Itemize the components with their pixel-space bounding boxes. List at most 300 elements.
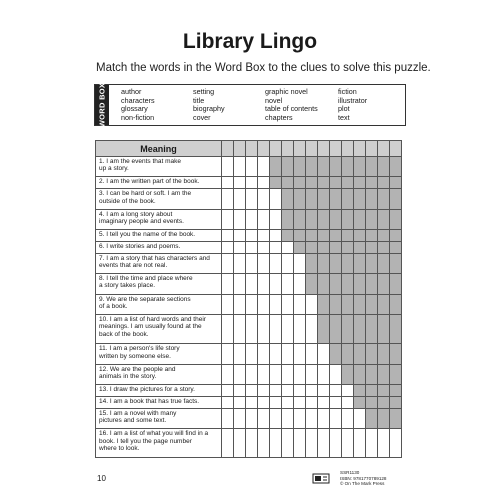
page-title: Library Lingo <box>182 30 318 53</box>
blocked-cell <box>342 253 354 273</box>
word-item: plot <box>338 104 350 114</box>
blocked-cell <box>390 344 402 364</box>
blocked-cell <box>330 344 342 364</box>
instructions: Match the words in the Word Box to the clues to solve this puzzle. <box>96 62 431 74</box>
blocked-cell <box>306 230 318 242</box>
letter-cell[interactable] <box>342 385 354 397</box>
letter-cell[interactable] <box>282 408 294 428</box>
blocked-cell <box>378 344 390 364</box>
letter-cell[interactable] <box>294 344 306 364</box>
blocked-cell <box>366 177 378 189</box>
blocked-cell <box>366 253 378 273</box>
blocked-cell <box>294 157 306 177</box>
clue-row <box>96 429 402 458</box>
blocked-cell <box>366 385 378 397</box>
blocked-cell <box>390 364 402 384</box>
blocked-cell <box>390 209 402 229</box>
header-cell <box>354 141 366 157</box>
clue-row <box>96 294 402 314</box>
letter-cell[interactable] <box>282 396 294 408</box>
blocked-cell <box>294 230 306 242</box>
blocked-cell <box>330 177 342 189</box>
letter-cell[interactable] <box>330 408 342 428</box>
blocked-cell <box>306 177 318 189</box>
letter-cell[interactable] <box>234 385 246 397</box>
blocked-cell <box>390 241 402 253</box>
letter-cell[interactable] <box>342 408 354 428</box>
blocked-cell <box>342 209 354 229</box>
blocked-cell <box>282 157 294 177</box>
word-box-column-2 <box>193 88 225 122</box>
letter-cell[interactable] <box>246 364 258 384</box>
word-item: setting <box>193 87 215 96</box>
letter-cell[interactable] <box>246 429 258 458</box>
clue-text: 9. We are the separate sections of a book. <box>96 294 222 314</box>
clue-row <box>96 189 402 209</box>
blocked-cell <box>378 385 390 397</box>
blocked-cell <box>354 253 366 273</box>
word-item: chapters <box>265 112 293 122</box>
blocked-cell <box>354 241 366 253</box>
letter-cell[interactable] <box>306 364 318 384</box>
header-cell <box>222 141 234 157</box>
blocked-cell <box>330 230 342 242</box>
letter-cell[interactable] <box>270 396 282 408</box>
letter-cell[interactable] <box>258 177 270 189</box>
product-code: SSR1130 <box>340 470 360 475</box>
letter-cell[interactable] <box>282 294 294 314</box>
letter-cell[interactable] <box>342 429 354 458</box>
letter-cell[interactable] <box>294 396 306 408</box>
blocked-cell <box>390 315 402 344</box>
blocked-cell <box>366 364 378 384</box>
clue-text: 14. I am a book that has true facts. <box>96 396 222 408</box>
blocked-cell <box>366 294 378 314</box>
letter-cell[interactable] <box>246 385 258 397</box>
header-cell <box>318 141 330 157</box>
letter-cell[interactable] <box>222 344 234 364</box>
blocked-cell <box>366 189 378 209</box>
letter-cell[interactable] <box>306 344 318 364</box>
blocked-cell <box>390 157 402 177</box>
word-item: novel <box>265 95 283 105</box>
letter-cell[interactable] <box>330 396 342 408</box>
letter-cell[interactable] <box>282 241 294 253</box>
blocked-cell <box>294 241 306 253</box>
header-cell <box>330 141 342 157</box>
blocked-cell <box>342 241 354 253</box>
letter-cell[interactable] <box>222 253 234 273</box>
clue-text: 12. We are the people and animals in the story. <box>96 364 222 384</box>
blocked-cell <box>306 209 318 229</box>
clue-row <box>96 209 402 229</box>
blocked-cell <box>366 230 378 242</box>
letter-cell[interactable] <box>378 429 390 458</box>
letter-cell[interactable] <box>354 429 366 458</box>
clue-text: 5. I tell you the name of the book. <box>96 230 222 242</box>
letter-cell[interactable] <box>246 209 258 229</box>
word-box-column-4 <box>338 88 367 122</box>
blocked-cell <box>378 396 390 408</box>
letter-cell[interactable] <box>282 429 294 458</box>
clue-text: 8. I tell the time and place where a story takes place. <box>96 274 222 294</box>
blocked-cell <box>342 230 354 242</box>
clue-text: 16. I am a list of what you will find in a book. I tell you the page number where to look. <box>96 429 222 458</box>
word-item: characters <box>121 95 155 105</box>
letter-cell[interactable] <box>222 429 234 458</box>
clue-row <box>96 344 402 364</box>
clue-row <box>96 396 402 408</box>
letter-cell[interactable] <box>222 364 234 384</box>
clue-row <box>96 385 402 397</box>
clue-row <box>96 274 402 294</box>
blocked-cell <box>294 209 306 229</box>
letter-cell[interactable] <box>258 344 270 364</box>
clue-text: 15. I am a novel with many pictures and some text. <box>96 408 222 428</box>
letter-cell[interactable] <box>270 230 282 242</box>
blocked-cell <box>378 177 390 189</box>
blocked-cell <box>354 177 366 189</box>
letter-cell[interactable] <box>306 294 318 314</box>
letter-cell[interactable] <box>246 408 258 428</box>
letter-cell[interactable] <box>222 241 234 253</box>
header-cell <box>378 141 390 157</box>
letter-cell[interactable] <box>222 230 234 242</box>
letter-cell[interactable] <box>246 294 258 314</box>
letter-cell[interactable] <box>330 364 342 384</box>
blocked-cell <box>378 315 390 344</box>
letter-cell[interactable] <box>222 189 234 209</box>
word-item: title <box>193 95 205 105</box>
letter-cell[interactable] <box>246 396 258 408</box>
clue-text: 2. I am the written part of the book. <box>96 177 222 189</box>
letter-cell[interactable] <box>318 344 330 364</box>
letter-cell[interactable] <box>294 274 306 294</box>
letter-cell[interactable] <box>270 364 282 384</box>
letter-cell[interactable] <box>246 253 258 273</box>
letter-cell[interactable] <box>270 253 282 273</box>
letter-cell[interactable] <box>234 157 246 177</box>
blocked-cell <box>330 315 342 344</box>
clue-row <box>96 253 402 273</box>
letter-cell[interactable] <box>270 274 282 294</box>
letter-cell[interactable] <box>258 408 270 428</box>
letter-cell[interactable] <box>234 177 246 189</box>
letter-cell[interactable] <box>234 274 246 294</box>
letter-cell[interactable] <box>222 385 234 397</box>
letter-cell[interactable] <box>294 294 306 314</box>
blocked-cell <box>378 157 390 177</box>
letter-cell[interactable] <box>282 274 294 294</box>
letter-cell[interactable] <box>234 408 246 428</box>
blocked-cell <box>342 294 354 314</box>
letter-cell[interactable] <box>246 189 258 209</box>
letter-cell[interactable] <box>234 230 246 242</box>
letter-cell[interactable] <box>270 294 282 314</box>
letter-cell[interactable] <box>270 241 282 253</box>
blocked-cell <box>378 241 390 253</box>
letter-cell[interactable] <box>270 344 282 364</box>
letter-cell[interactable] <box>318 429 330 458</box>
blocked-cell <box>354 230 366 242</box>
blocked-cell <box>390 294 402 314</box>
blocked-cell <box>366 396 378 408</box>
blocked-cell <box>390 253 402 273</box>
blocked-cell <box>390 177 402 189</box>
clue-text: 10. I am a list of hard words and their meanings. I am usually found at the back of the book. <box>96 315 222 344</box>
blocked-cell <box>366 209 378 229</box>
letter-cell[interactable] <box>234 344 246 364</box>
blocked-cell <box>282 230 294 242</box>
blocked-cell <box>366 315 378 344</box>
word-box <box>94 84 406 126</box>
letter-cell[interactable] <box>258 364 270 384</box>
blocked-cell <box>342 344 354 364</box>
blocked-cell <box>354 396 366 408</box>
blocked-cell <box>390 230 402 242</box>
blocked-cell <box>306 274 318 294</box>
clue-text: 7. I am a story that has characters and events that are not real. <box>96 253 222 273</box>
word-box-column-1 <box>121 88 155 122</box>
letter-cell[interactable] <box>306 315 318 344</box>
blocked-cell <box>366 344 378 364</box>
blocked-cell <box>318 253 330 273</box>
blocked-cell <box>378 230 390 242</box>
blocked-cell <box>390 385 402 397</box>
letter-cell[interactable] <box>282 315 294 344</box>
letter-cell[interactable] <box>306 385 318 397</box>
clue-row <box>96 241 402 253</box>
word-item: graphic novel <box>265 87 308 96</box>
blocked-cell <box>378 294 390 314</box>
blocked-cell <box>354 274 366 294</box>
clue-text: 13. I draw the pictures for a story. <box>96 385 222 397</box>
letter-cell[interactable] <box>258 294 270 314</box>
letter-cell[interactable] <box>222 209 234 229</box>
blocked-cell <box>342 157 354 177</box>
letter-cell[interactable] <box>330 385 342 397</box>
blocked-cell <box>270 177 282 189</box>
letter-cell[interactable] <box>234 364 246 384</box>
letter-cell[interactable] <box>354 408 366 428</box>
puzzle-header-row <box>96 141 402 157</box>
blocked-cell <box>342 315 354 344</box>
blocked-cell <box>318 315 330 344</box>
blocked-cell <box>318 189 330 209</box>
letter-cell[interactable] <box>330 429 342 458</box>
letter-cell[interactable] <box>258 315 270 344</box>
letter-cell[interactable] <box>258 385 270 397</box>
blocked-cell <box>354 364 366 384</box>
letter-cell[interactable] <box>282 385 294 397</box>
letter-cell[interactable] <box>222 408 234 428</box>
letter-cell[interactable] <box>246 274 258 294</box>
isbn: ISBN: 9781770789128 <box>340 475 387 481</box>
letter-cell[interactable] <box>222 315 234 344</box>
word-item: author <box>121 87 142 96</box>
blocked-cell <box>354 315 366 344</box>
letter-cell[interactable] <box>306 429 318 458</box>
letter-cell[interactable] <box>306 408 318 428</box>
blocked-cell <box>354 157 366 177</box>
letter-cell[interactable] <box>222 177 234 189</box>
letter-cell[interactable] <box>258 209 270 229</box>
blocked-cell <box>318 294 330 314</box>
blocked-cell <box>342 274 354 294</box>
letter-cell[interactable] <box>258 189 270 209</box>
letter-cell[interactable] <box>294 315 306 344</box>
blocked-cell <box>294 177 306 189</box>
letter-cell[interactable] <box>246 241 258 253</box>
letter-cell[interactable] <box>258 274 270 294</box>
letter-cell[interactable] <box>390 429 402 458</box>
letter-cell[interactable] <box>318 408 330 428</box>
letter-cell[interactable] <box>222 294 234 314</box>
letter-cell[interactable] <box>234 294 246 314</box>
clue-row <box>96 157 402 177</box>
clue-row <box>96 408 402 428</box>
meaning-header: Meaning <box>96 141 222 157</box>
letter-cell[interactable] <box>246 344 258 364</box>
letter-cell[interactable] <box>234 209 246 229</box>
blocked-cell <box>366 157 378 177</box>
blocked-cell <box>306 253 318 273</box>
letter-cell[interactable] <box>318 396 330 408</box>
word-box-label: WORD BOX <box>97 82 107 128</box>
letter-cell[interactable] <box>270 408 282 428</box>
page-number: 10 <box>97 474 106 483</box>
letter-cell[interactable] <box>246 315 258 344</box>
letter-cell[interactable] <box>318 364 330 384</box>
letter-cell[interactable] <box>294 385 306 397</box>
publisher-logo-icon <box>312 472 330 484</box>
clue-text: 11. I am a person's life story written by someone else. <box>96 344 222 364</box>
header-cell <box>294 141 306 157</box>
blocked-cell <box>318 274 330 294</box>
letter-cell[interactable] <box>270 385 282 397</box>
clue-text: 1. I am the events that make up a story. <box>96 157 222 177</box>
word-item: text <box>338 112 350 122</box>
word-item: fiction <box>338 87 357 96</box>
letter-cell[interactable] <box>282 364 294 384</box>
blocked-cell <box>366 241 378 253</box>
blocked-cell <box>330 294 342 314</box>
letter-cell[interactable] <box>366 429 378 458</box>
letter-cell[interactable] <box>282 253 294 273</box>
letter-cell[interactable] <box>294 253 306 273</box>
letter-cell[interactable] <box>270 209 282 229</box>
blocked-cell <box>354 294 366 314</box>
blocked-cell <box>306 189 318 209</box>
footer-publication-info <box>340 470 387 487</box>
letter-cell[interactable] <box>234 241 246 253</box>
blocked-cell <box>354 189 366 209</box>
letter-cell[interactable] <box>258 230 270 242</box>
letter-cell[interactable] <box>258 241 270 253</box>
letter-cell[interactable] <box>222 157 234 177</box>
letter-cell[interactable] <box>258 396 270 408</box>
blocked-cell <box>306 241 318 253</box>
letter-cell[interactable] <box>294 429 306 458</box>
puzzle-grid <box>95 140 402 458</box>
clue-row <box>96 177 402 189</box>
word-item: non-fiction <box>121 112 155 122</box>
letter-cell[interactable] <box>234 396 246 408</box>
letter-cell[interactable] <box>306 396 318 408</box>
word-item: illustrator <box>338 95 368 105</box>
blocked-cell <box>282 209 294 229</box>
letter-cell[interactable] <box>294 364 306 384</box>
blocked-cell <box>306 157 318 177</box>
blocked-cell <box>282 177 294 189</box>
letter-cell[interactable] <box>270 429 282 458</box>
letter-cell[interactable] <box>246 177 258 189</box>
header-cell <box>234 141 246 157</box>
blocked-cell <box>378 408 390 428</box>
letter-cell[interactable] <box>282 344 294 364</box>
letter-cell[interactable] <box>234 253 246 273</box>
clue-row <box>96 230 402 242</box>
blocked-cell <box>390 396 402 408</box>
blocked-cell <box>390 274 402 294</box>
blocked-cell <box>318 177 330 189</box>
letter-cell[interactable] <box>246 157 258 177</box>
letter-cell[interactable] <box>258 157 270 177</box>
word-item: table of contents <box>265 104 318 114</box>
blocked-cell <box>366 274 378 294</box>
blocked-cell <box>270 157 282 177</box>
letter-cell[interactable] <box>294 408 306 428</box>
blocked-cell <box>378 364 390 384</box>
letter-cell[interactable] <box>318 385 330 397</box>
blocked-cell <box>330 274 342 294</box>
blocked-cell <box>390 189 402 209</box>
blocked-cell <box>330 157 342 177</box>
letter-cell[interactable] <box>234 189 246 209</box>
header-cell <box>258 141 270 157</box>
letter-cell[interactable] <box>258 253 270 273</box>
header-cell <box>390 141 402 157</box>
letter-cell[interactable] <box>222 274 234 294</box>
blocked-cell <box>342 189 354 209</box>
blocked-cell <box>294 189 306 209</box>
word-item: biography <box>193 104 225 114</box>
header-cell <box>282 141 294 157</box>
blocked-cell <box>390 408 402 428</box>
letter-cell[interactable] <box>234 315 246 344</box>
header-cell <box>366 141 378 157</box>
blocked-cell <box>354 385 366 397</box>
blocked-cell <box>282 189 294 209</box>
letter-cell[interactable] <box>258 429 270 458</box>
letter-cell[interactable] <box>270 315 282 344</box>
letter-cell[interactable] <box>342 396 354 408</box>
header-cell <box>306 141 318 157</box>
blocked-cell <box>330 209 342 229</box>
clue-text: 6. I write stories and poems. <box>96 241 222 253</box>
header-cell <box>342 141 354 157</box>
letter-cell[interactable] <box>270 189 282 209</box>
letter-cell[interactable] <box>222 396 234 408</box>
blocked-cell <box>342 364 354 384</box>
blocked-cell <box>330 189 342 209</box>
letter-cell[interactable] <box>234 429 246 458</box>
letter-cell[interactable] <box>246 230 258 242</box>
clue-row <box>96 364 402 384</box>
word-item: glossary <box>121 104 148 114</box>
clue-text: 4. I am a long story about imaginary people and events. <box>96 209 222 229</box>
word-box-label-tab <box>95 82 109 128</box>
